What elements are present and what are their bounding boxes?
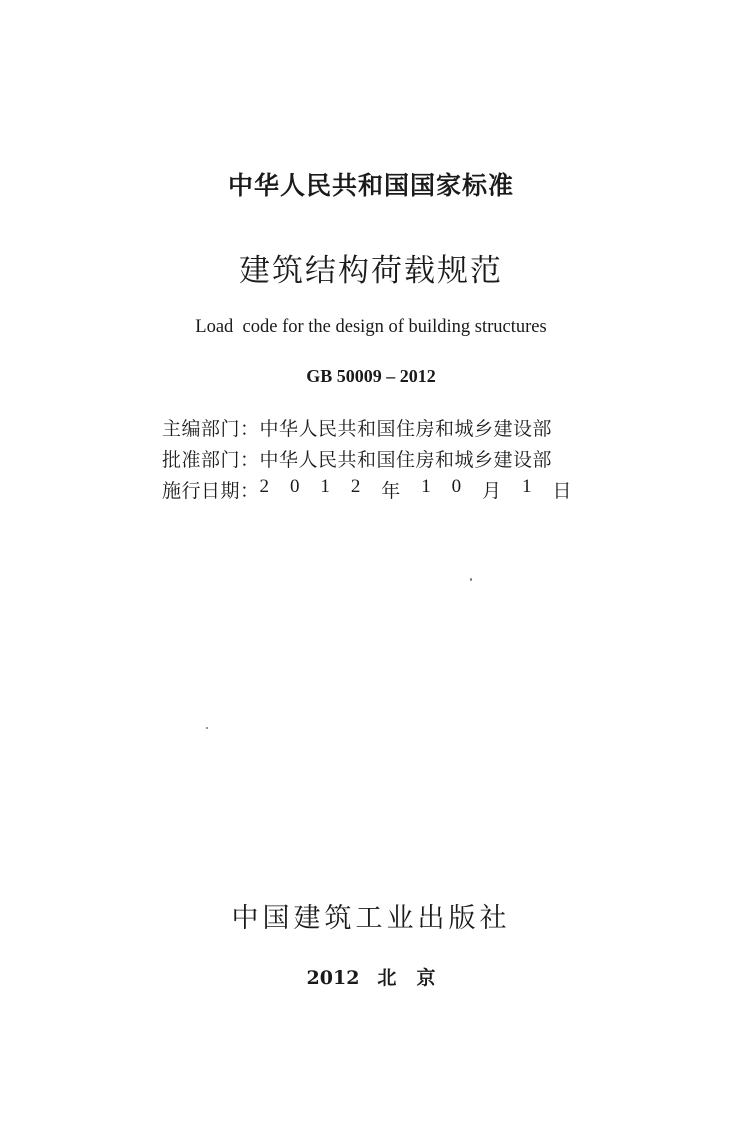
publication-year: 2012 [306,967,360,989]
publication-city-char-1: 北 [377,967,397,989]
date-char: 年 [381,481,401,502]
approver-row [162,443,602,474]
publication-place-year [0,964,742,992]
date-char: 2 [350,476,361,497]
effective-date-label: 施行日期： [162,480,260,502]
publication-city-char-2: 京 [416,967,436,989]
approver-value: 中华人民共和国住房和城乡建设部 [259,449,553,471]
date-char: 月 [482,481,502,502]
standard-code: GB 50009 – 2012 [306,366,436,386]
date-char: 日 [552,481,572,502]
document-title-en: Load code for the design of building structures [195,317,547,337]
editor-row [162,412,602,443]
date-char: 0 [451,476,462,497]
info-block [162,412,602,505]
effective-date-row [162,474,602,505]
publisher-name: 中国建筑工业出版社 [231,903,511,934]
date-char: 1 [320,476,330,497]
editor-value: 中华人民共和国住房和城乡建设部 [259,418,553,440]
document-title-cn: 建筑结构荷载规范 [239,253,503,289]
date-char: 1 [421,476,431,497]
date-char: 1 [522,476,532,497]
scan-speck [470,578,472,581]
effective-date-value [260,476,572,503]
national-standard-heading: 中华人民共和国国家标准 [227,171,514,200]
date-char: 0 [289,476,300,497]
editor-label: 主编部门： [162,418,260,440]
scan-speck [206,727,208,729]
approver-label: 批准部门： [162,449,260,471]
date-char: 2 [259,476,270,497]
